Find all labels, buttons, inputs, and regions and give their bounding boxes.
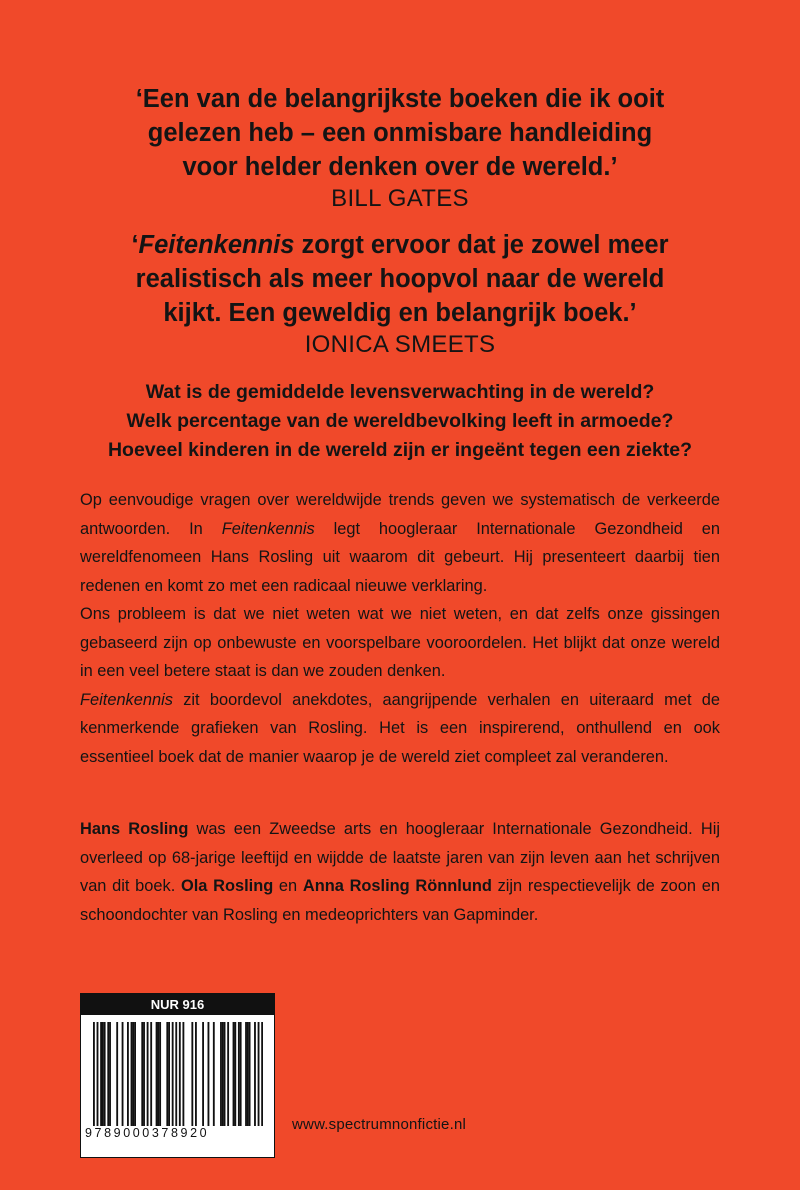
barcode-bar	[127, 1022, 129, 1126]
question: Wat is de gemiddelde levensverwachting in de wereld?	[145, 381, 655, 403]
quote-open-mark: ‘	[131, 231, 139, 259]
barcode-box	[80, 993, 275, 1158]
barcode-bar	[208, 1022, 210, 1126]
author-name: Hans Rosling	[80, 820, 189, 838]
barcode-bar	[195, 1022, 197, 1126]
barcode-bar	[93, 1022, 95, 1126]
book-title: Feitenkennis	[80, 690, 173, 709]
barcode-bar	[168, 1022, 170, 1126]
barcode-bar	[249, 1022, 251, 1126]
barcode-bar	[132, 1022, 134, 1126]
quote-bill-gates	[80, 82, 720, 214]
barcode-bar	[224, 1022, 226, 1126]
barcode-bar	[147, 1022, 149, 1126]
barcode-bar	[166, 1022, 168, 1126]
barcode-bar	[131, 1022, 133, 1126]
barcode-bar	[122, 1022, 124, 1126]
barcode-bar	[134, 1022, 136, 1126]
barcode-icon	[93, 1022, 263, 1126]
barcode-bar	[233, 1022, 235, 1126]
quote-line: realistisch als meer hoopvol naar de wereld	[135, 265, 665, 293]
question: Welk percentage van de wereldbevolking leeft in armoede?	[126, 410, 674, 432]
text-run: zit boordevol anekdotes, aangrijpende verhalen en uiteraard met de kenmerkende grafieken van Rosling. Het is een inspirerend, onthullend en ook essentieel boek dat de manier waarop je de wereld ziet compleet zal veranderen.	[80, 690, 720, 766]
nur-label: NUR 916	[81, 994, 274, 1015]
quote-line: voor helder denken over de wereld.’	[182, 153, 618, 181]
quote-line: zorgt ervoor dat je zowel meer	[294, 231, 669, 259]
barcode-bar	[245, 1022, 247, 1126]
barcode-bar	[150, 1022, 152, 1126]
quote-text	[80, 82, 720, 184]
barcode-bar	[222, 1022, 224, 1126]
barcode-bar	[234, 1022, 236, 1126]
barcode-bar	[179, 1022, 181, 1126]
text-run: Op eenvoudige vragen over wereldwijde trends geven we systematisch de verkeerde antwoorden. In	[80, 491, 720, 538]
text-run: was een Zweedse arts en hoogleraar Internationale Gezondheid. Hij overleed op 68-jarige leeftijd en wijdde de laatste jaren van zijn leven aan het schrijven van dit boek.	[80, 820, 720, 895]
author-bio	[80, 815, 720, 929]
quote-author: BILL GATES	[331, 185, 469, 212]
barcode-bar	[247, 1022, 249, 1126]
barcode-bar	[202, 1022, 204, 1126]
barcode-bar	[238, 1022, 240, 1126]
quote-ionica-smeets	[80, 228, 720, 360]
barcode-bar	[141, 1022, 143, 1126]
barcode-bar	[97, 1022, 99, 1126]
barcode-bar	[191, 1022, 193, 1126]
barcode-number: 9789000378920	[85, 1126, 210, 1140]
barcode-bar	[104, 1022, 106, 1126]
description-paragraph: Ons probleem is dat we niet weten wat we niet weten, en dat zelfs onze gissingen gebaseerd zijn op onbewuste en voorspelbare vooroordelen. Het blijkt dat onze wereld in een veel betere staat is dan we zouden denken.	[80, 605, 720, 680]
text-run: zijn respectievelijk de zoon en schoondochter van Rosling en medeoprichters van Gapminder.	[80, 877, 720, 924]
questions-block	[60, 378, 740, 465]
barcode-bar	[227, 1022, 229, 1126]
text-run: en	[273, 877, 303, 895]
barcode-bar	[175, 1022, 177, 1126]
barcode-bar	[159, 1022, 161, 1126]
quote-author: IONICA SMEETS	[304, 331, 496, 358]
barcode-bar	[157, 1022, 159, 1126]
barcode-bar	[240, 1022, 242, 1126]
barcode-bar	[182, 1022, 184, 1126]
barcode-bar	[102, 1022, 104, 1126]
author-name: Ola Rosling	[180, 877, 274, 895]
barcode-bar	[107, 1022, 109, 1126]
barcode-bar	[172, 1022, 174, 1126]
book-title: Feitenkennis	[138, 231, 295, 259]
book-title: Feitenkennis	[221, 519, 315, 538]
barcode-bar	[156, 1022, 158, 1126]
barcode-bar	[258, 1022, 260, 1126]
quote-line: gelezen heb – een onmisbare handleiding	[147, 119, 653, 147]
question: Hoeveel kinderen in de wereld zijn er ingeënt tegen een ziekte?	[107, 439, 693, 461]
barcode-bar	[143, 1022, 145, 1126]
quote-line: ‘Een van de belangrijkste boeken die ik ooit	[135, 85, 665, 113]
description-paragraph	[80, 686, 720, 772]
barcode-bar	[254, 1022, 256, 1126]
barcode-bar	[116, 1022, 118, 1126]
quote-line: kijkt. Een geweldig en belangrijk boek.’	[163, 299, 637, 327]
bio-paragraph	[80, 815, 720, 929]
barcode-bar	[100, 1022, 102, 1126]
quote-text	[80, 228, 720, 330]
author-name: Anna Rosling Rönnlund	[302, 877, 492, 895]
barcode-bar	[220, 1022, 222, 1126]
description-paragraph	[80, 486, 720, 600]
barcode-bar	[213, 1022, 215, 1126]
barcode-bar	[109, 1022, 111, 1126]
barcode-bar	[261, 1022, 263, 1126]
description-block	[80, 486, 720, 771]
text-run: legt hoogleraar Internationale Gezondheid en wereldfenomeen Hans Rosling uit waarom dit gebeurt. Hij presenteert daarbij tien redenen en komt zo met een radicaal nieuwe verklaring.	[80, 519, 720, 595]
website-url: www.spectrumnonfictie.nl	[292, 1116, 467, 1133]
